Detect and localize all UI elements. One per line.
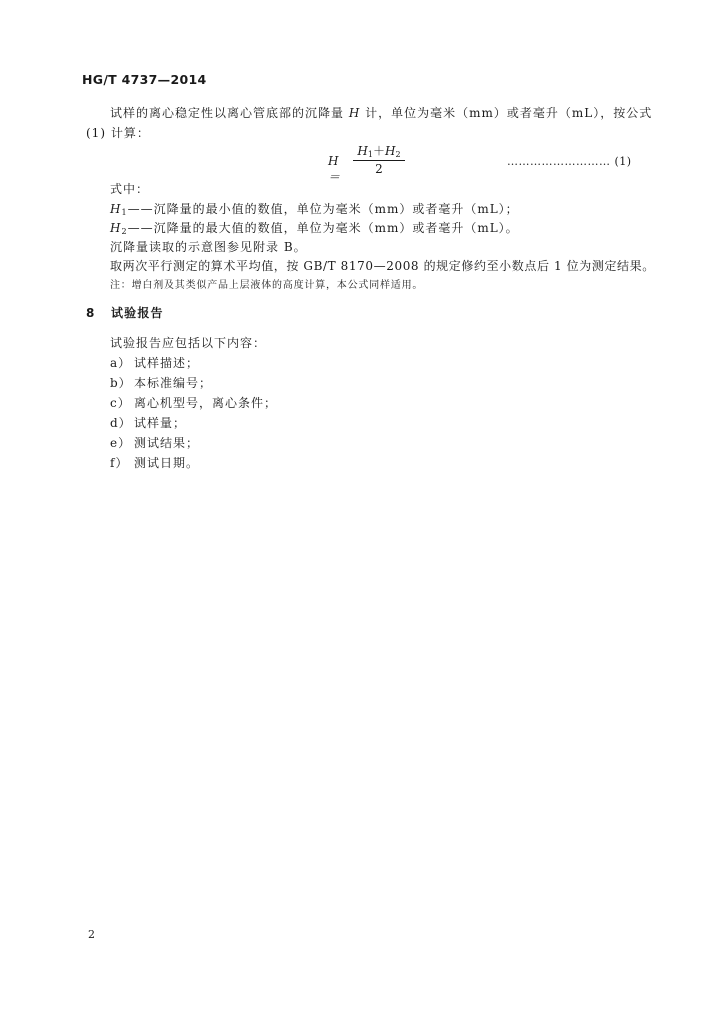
note: 注：增白剂及其类似产品上层液体的高度计算，本公式同样适用。 bbox=[110, 280, 424, 291]
section-intro: 试验报告应包括以下内容： bbox=[110, 336, 267, 350]
section-heading bbox=[86, 304, 164, 321]
paragraph-text: 计，单位为毫米（mm）或者毫升（mL），按公式 bbox=[365, 106, 653, 120]
paragraph-line-1 bbox=[110, 104, 652, 121]
list-item: f） 测试日期。 bbox=[110, 456, 200, 470]
list-item: b） 本标准编号； bbox=[110, 376, 213, 390]
page-number: 2 bbox=[88, 928, 95, 941]
where-label: 式中： bbox=[110, 182, 150, 196]
fraction-bar bbox=[353, 160, 405, 161]
section-number: 8 bbox=[86, 306, 96, 320]
section-title: 试验报告 bbox=[110, 306, 164, 320]
variable-h: H bbox=[348, 106, 361, 120]
list-item: c） 离心机型号，离心条件； bbox=[110, 396, 278, 410]
result-rule: 取两次平行测定的算术平均值，按 GB/T 8170—2008 的规定修约至小数点后 1 位为测定结果。 bbox=[110, 259, 655, 273]
formula-lhs: H＝ bbox=[328, 154, 341, 184]
list-item: d） 试样量； bbox=[110, 416, 187, 430]
formula-numerator: $H_1+H_2$ bbox=[357, 144, 401, 159]
list-item: e） 测试结果； bbox=[110, 436, 200, 450]
definition-h2: $H_2——$沉降量的最大值的数值，单位为毫米（mm）或者毫升（mL）。 bbox=[110, 221, 519, 236]
appendix-reference: 沉降量读取的示意图参见附录 B。 bbox=[110, 240, 307, 254]
document-number: HG/T 4737—2014 bbox=[82, 72, 207, 87]
list-item: a） 试样描述； bbox=[110, 356, 200, 370]
definition-h1: $H_1——$沉降量的最小值的数值，单位为毫米（mm）或者毫升（mL）； bbox=[110, 202, 519, 217]
formula-denominator: 2 bbox=[375, 162, 383, 176]
paragraph-line-2: (1) 计算： bbox=[86, 126, 150, 140]
equation-number: ……………………… (1) bbox=[507, 155, 632, 168]
paragraph-text: 试样的离心稳定性以离心管底部的沉降量 bbox=[110, 106, 345, 120]
